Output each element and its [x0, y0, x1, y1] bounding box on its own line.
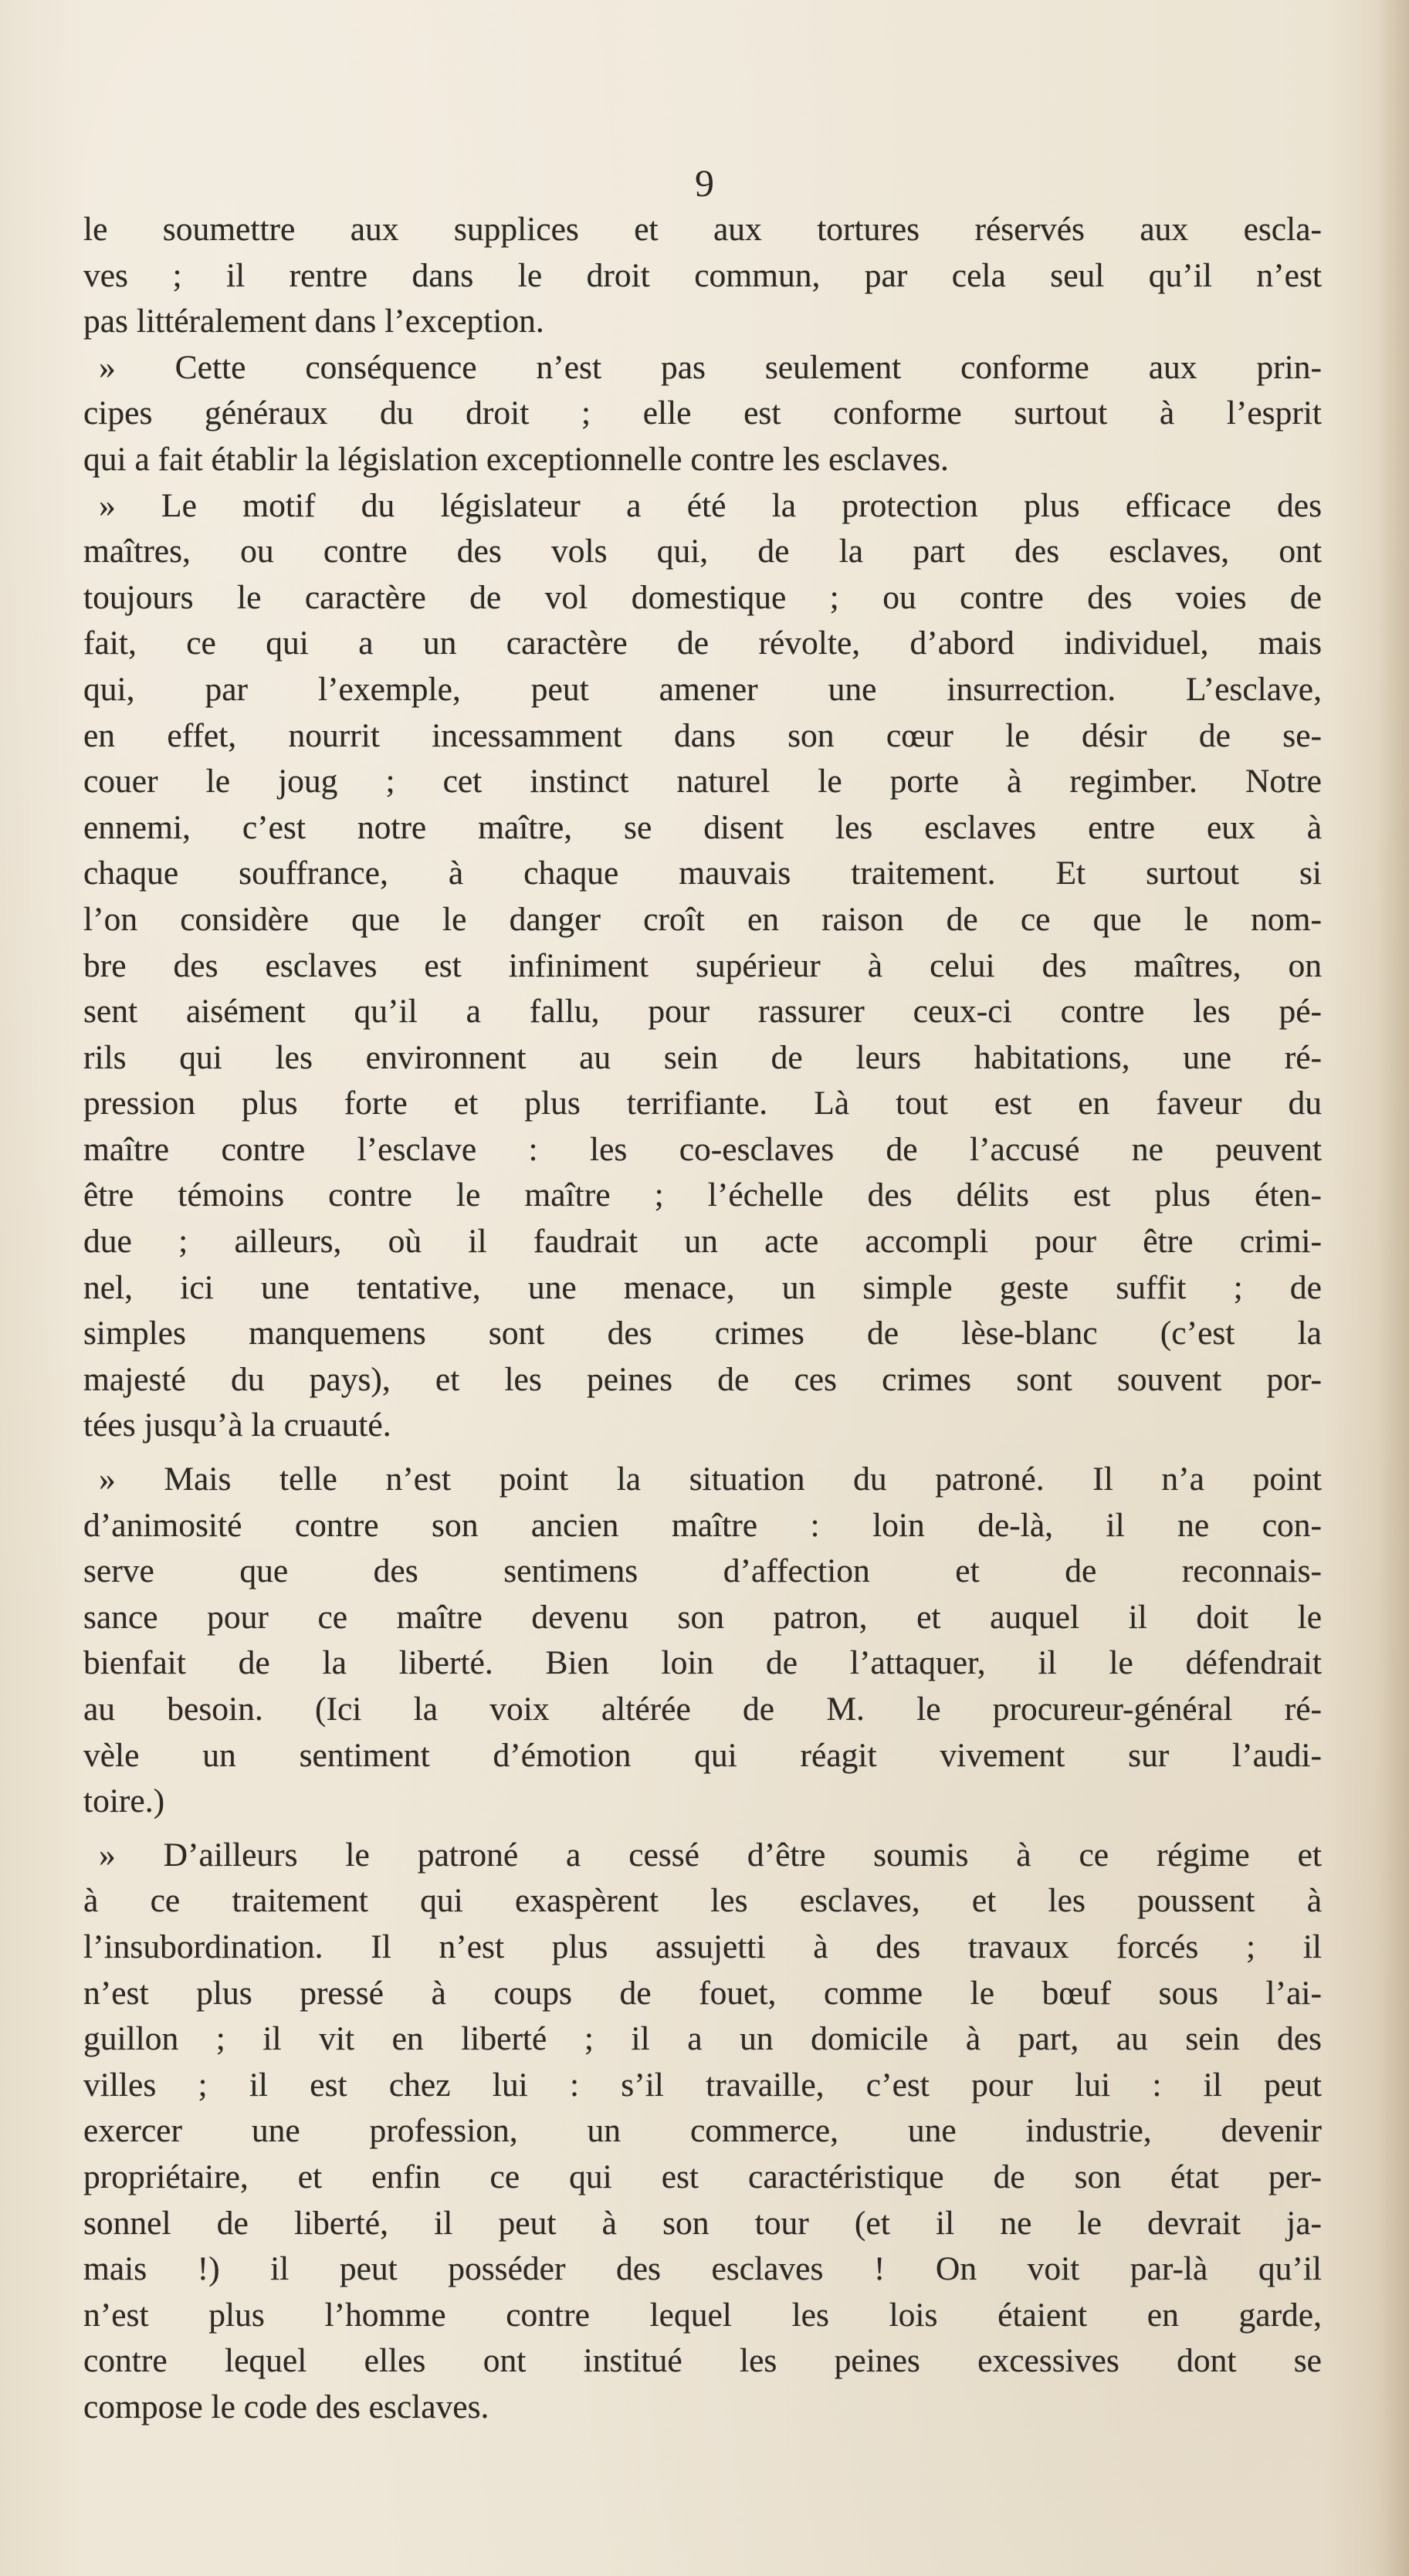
text-line: sent aisément qu’il a fallu, pour rassurer ceux-ci contre les pé-: [83, 993, 1322, 1031]
text-line: n’est plus pressé à coups de fouet, comme le bœuf sous l’ai-: [83, 1974, 1322, 2012]
text-line: couer le joug ; cet instinct naturel le porte à regimber. Notre: [83, 763, 1322, 801]
page-number: 9: [695, 161, 714, 205]
text-line: être témoins contre le maître ; l’échelle des délits est plus éten-: [83, 1176, 1322, 1214]
text-line: n’est plus l’homme contre lequel les lois étaient en garde,: [83, 2296, 1322, 2334]
text-line: exercer une profession, un commerce, une industrie, devenir: [83, 2112, 1322, 2150]
text-line: l’insubordination. Il n’est plus assujetti à des travaux forcés ; il: [83, 1928, 1322, 1965]
text-line: » Le motif du législateur a été la protection plus efficace des: [99, 486, 1322, 524]
text-line: bre des esclaves est infiniment supérieur à celui des maîtres, on: [83, 946, 1322, 984]
text-line: d’animosité contre son ancien maître : loin de-là, il ne con-: [83, 1506, 1322, 1544]
text-line: pression plus forte et plus terrifiante. Là tout est en faveur du: [83, 1085, 1322, 1122]
text-line: guillon ; il vit en liberté ; il a un domicile à part, au sein des: [83, 2020, 1322, 2058]
text-line: au besoin. (Ici la voix altérée de M. le procureur-général ré-: [83, 1691, 1322, 1728]
text-line: simples manquemens sont des crimes de lèse-blanc (c’est la: [83, 1315, 1322, 1352]
text-line: pas littéralement dans l’exception.: [83, 303, 544, 340]
text-line: à ce traitement qui exaspèrent les esclaves, et les poussent à: [83, 1882, 1322, 1920]
text-line: compose le code des esclaves.: [83, 2388, 489, 2425]
body-text: [83, 207, 1322, 2431]
text-line: fait, ce qui a un caractère de révolte, d’abord individuel, mais: [83, 625, 1322, 662]
text-line: chaque souffrance, à chaque mauvais traitement. Et surtout si: [83, 855, 1322, 892]
text-line: en effet, nourrit incessamment dans son cœur le désir de se-: [83, 716, 1322, 754]
text-line: » D’ailleurs le patroné a cessé d’être soumis à ce régime et: [99, 1836, 1322, 1874]
text-line: l’on considère que le danger croît en raison de ce que le nom-: [83, 900, 1322, 938]
text-line: mais !) il peut posséder des esclaves ! On voit par-là qu’il: [83, 2250, 1322, 2288]
text-line: due ; ailleurs, où il faudrait un acte accompli pour être crimi-: [83, 1223, 1322, 1261]
text-line: sonnel de liberté, il peut à son tour (et il ne le devrait ja-: [83, 2204, 1322, 2242]
text-line: vèle un sentiment d’émotion qui réagit vivement sur l’audi-: [83, 1736, 1322, 1774]
text-line: rils qui les environnent au sein de leurs habitations, une ré-: [83, 1038, 1322, 1076]
text-line: le soumettre aux supplices et aux tortures réservés aux escla-: [83, 211, 1322, 248]
text-line: » Cette conséquence n’est pas seulement conforme aux prin-: [99, 348, 1322, 386]
text-line: tées jusqu’à la cruauté.: [83, 1406, 391, 1444]
text-line: toujours le caractère de vol domestique ; ou contre des voies de: [83, 578, 1322, 616]
text-line: ennemi, c’est notre maître, se disent les esclaves entre eux à: [83, 808, 1322, 846]
text-line: propriétaire, et enfin ce qui est caractéristique de son état per-: [83, 2158, 1322, 2195]
text-line: qui a fait établir la législation exceptionnelle contre les esclaves.: [83, 440, 949, 478]
text-line: bienfait de la liberté. Bien loin de l’attaquer, il le défendrait: [83, 1644, 1322, 1682]
page-edge-shadow: [1378, 0, 1409, 2576]
text-line: ves ; il rentre dans le droit commun, par cela seul qu’il n’est: [83, 256, 1322, 294]
text-line: maître contre l’esclave : les co-esclaves de l’accusé ne peuvent: [83, 1130, 1322, 1168]
text-line: villes ; il est chez lui : s’il travaille, c’est pour lui : il peut: [83, 2066, 1322, 2104]
text-line: » Mais telle n’est point la situation du patroné. Il n’a point: [99, 1461, 1322, 1498]
text-line: majesté du pays), et les peines de ces crimes sont souvent por-: [83, 1360, 1322, 1398]
text-line: sance pour ce maître devenu son patron, et auquel il doit le: [83, 1598, 1322, 1636]
text-line: contre lequel elles ont institué les peines excessives dont se: [83, 2342, 1322, 2380]
text-line: maîtres, ou contre des vols qui, de la part des esclaves, ont: [83, 533, 1322, 570]
text-line: qui, par l’exemple, peut amener une insurrection. L’esclave,: [83, 670, 1322, 708]
text-line: toire.): [83, 1782, 165, 1820]
text-line: serve que des sentimens d’affection et de reconnais-: [83, 1552, 1322, 1590]
text-line: nel, ici une tentative, une menace, un simple geste suffit ; de: [83, 1268, 1322, 1306]
text-line: cipes généraux du droit ; elle est conforme surtout à l’esprit: [83, 394, 1322, 432]
